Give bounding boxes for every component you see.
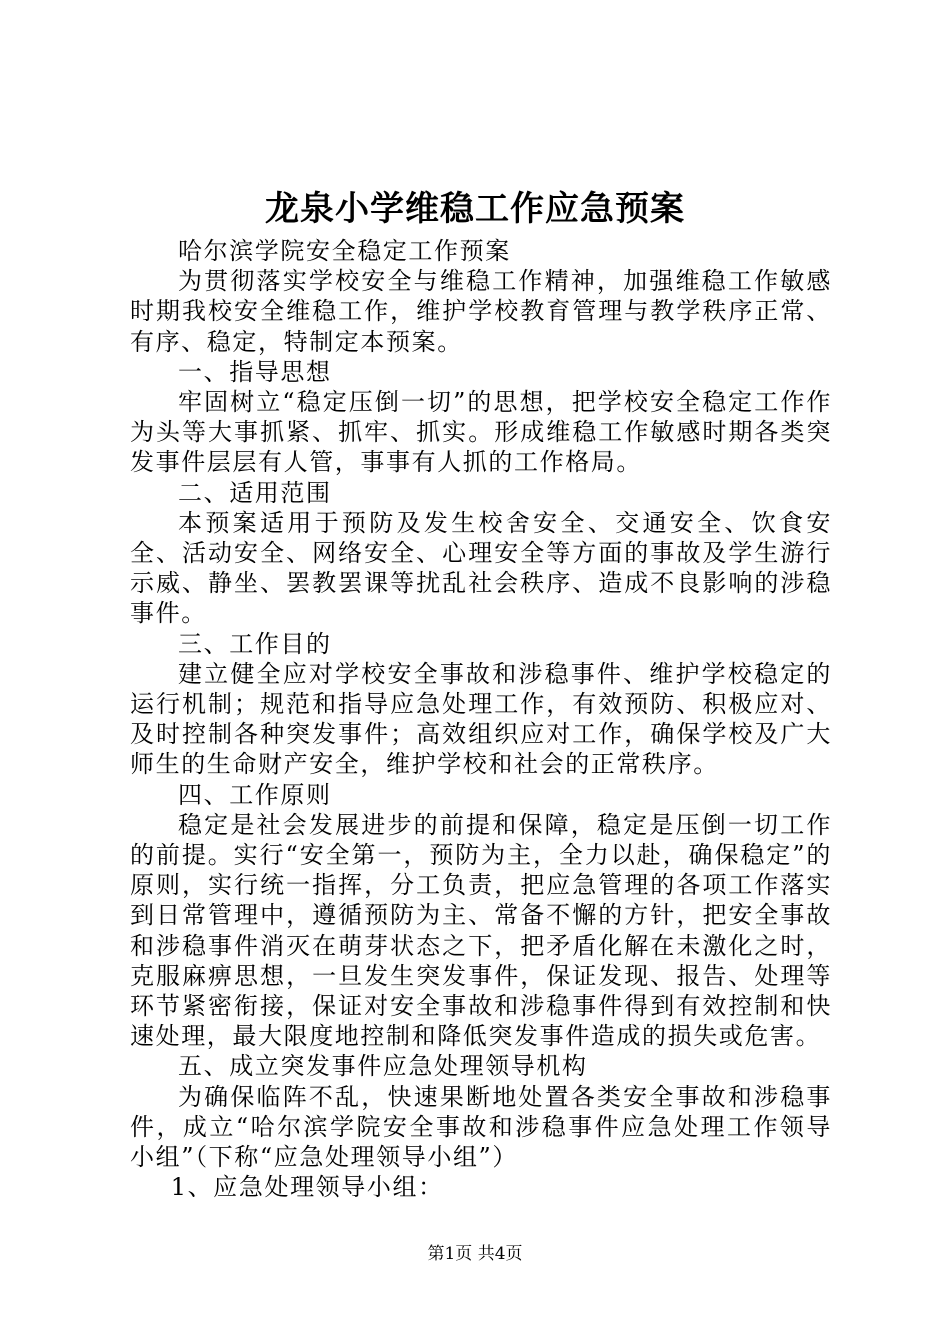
section-heading-2: 二、适用范围: [178, 478, 332, 507]
paragraph-intro: 为贯彻落实学校安全与维稳工作精神，加强维稳工作敏感时期我校安全维稳工作，维护学校教育管理与教学秩序正常、有序、稳定，特制定本预案。: [130, 267, 832, 356]
paragraph-section-1: 牢固树立“稳定压倒一切”的思想，把学校安全稳定工作作为头等大事抓紧、抓牢、抓实。形成维稳工作敏感时期各类突发事件层层有人管，事事有人抓的工作格局。: [130, 388, 832, 477]
section-heading-5: 五、成立突发事件应急处理领导机构: [178, 1052, 588, 1081]
paragraph-subtitle: 哈尔滨学院安全稳定工作预案: [178, 237, 511, 265]
page-number-footer: 第1页 共4页: [427, 1244, 523, 1264]
document-body: [130, 236, 832, 1203]
paragraph-section-2: 本预案适用于预防及发生校舍安全、交通安全、饮食安全、活动安全、网络安全、心理安全等方面的事故及学生游行示威、静坐、罢教罢课等扰乱社会秩序、造成不良影响的涉稳事件。: [130, 508, 832, 628]
paragraph-section-3: 建立健全应对学校安全事故和涉稳事件、维护学校稳定的运行机制；规范和指导应急处理工作，有效预防、积极应对、及时控制各种突发事件；高效组织应对工作，确保学校及广大师生的生命财产安全，维护学校和社会的正常秩序。: [130, 659, 832, 779]
section-heading-3: 三、工作目的: [178, 629, 332, 658]
document-title: 龙泉小学维稳工作应急预案: [265, 189, 685, 229]
subsection-heading-1: 1、应急处理领导小组：: [170, 1173, 444, 1202]
paragraph-section-5: 为确保临阵不乱，快速果断地处置各类安全事故和涉稳事件，成立“哈尔滨学院安全事故和涉稳事件应急处理工作领导小组”（下称“应急处理领导小组”）: [130, 1082, 832, 1172]
paragraph-section-4: 稳定是社会发展进步的前提和保障，稳定是压倒一切工作的前提。实行“安全第一，预防为主，全力以赴，确保稳定”的原则，实行统一指挥，分工负责，把应急管理的各项工作落实到日常管理中，遵循预防为主、常备不懈的方针，把安全事故和涉稳事件消灭在萌芽状态之下，把矛盾化解在未激化之时，克服麻痹思想，一旦发生突发事件，保证发现、报告、处理等环节紧密衔接，保证对安全事故和涉稳事件得到有效控制和快速处理，最大限度地控制和降低突发事件造成的损失或危害。: [130, 810, 832, 1051]
section-heading-4: 四、工作原则: [178, 780, 332, 809]
section-heading-1: 一、指导思想: [178, 357, 332, 386]
